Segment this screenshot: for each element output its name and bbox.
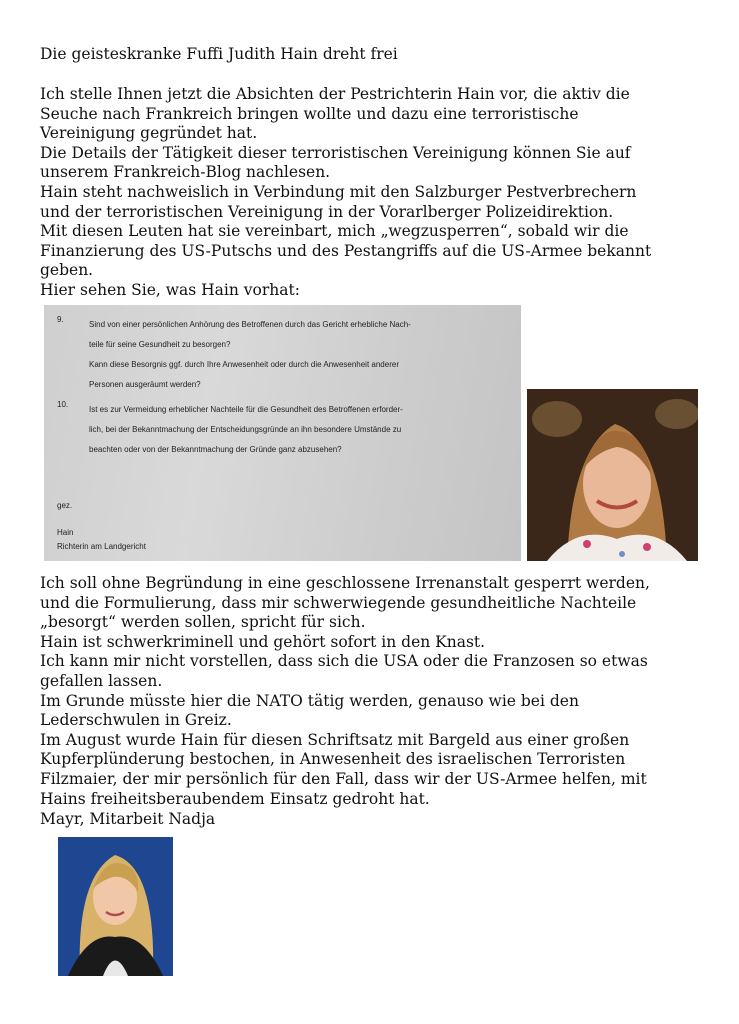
- text-line: Im Grunde müsste hier die NATO tätig werden, genauso wie bei den: [40, 691, 579, 710]
- portrait-illustration: [58, 837, 173, 976]
- text-line: gefallen lassen.: [40, 671, 163, 690]
- text-line: geben.: [40, 261, 94, 280]
- signature: [40, 810, 720, 830]
- question-number: 10.: [57, 400, 69, 409]
- text-line: Mit diesen Leuten hat sie vereinbart, mich „wegzusperren“, sobald wir die: [40, 222, 629, 241]
- scan-line: teile für seine Gesundheit zu besorgen?: [89, 340, 231, 349]
- text-line: Lederschwulen in Greiz.: [40, 711, 232, 730]
- question-number: 9.: [57, 315, 64, 324]
- portrait-illustration: [527, 389, 698, 561]
- scan-line: Sind von einer persönlichen Anhörung des Betroffenen durch das Gericht erhebliche Nach-: [89, 320, 411, 329]
- signature-text: Mayr, Mitarbeit Nadja: [40, 810, 216, 828]
- scan-gez: gez.: [57, 501, 73, 510]
- text-line: Ich stelle Ihnen jetzt die Absichten der Pestrichterin Hain vor, die aktiv die: [40, 85, 630, 103]
- scan-signer-role: Richterin am Landgericht: [57, 542, 146, 551]
- text-line: und die Formulierung, dass mir schwerwiegende gesundheitliche Nachteile: [40, 593, 637, 612]
- text-line: Hain ist schwerkriminell und gehört sofort in den Knast.: [40, 632, 486, 651]
- text-line: Im August wurde Hain für diesen Schriftsatz mit Bargeld aus einer großen: [40, 730, 630, 749]
- text-line: Ich soll ohne Begründung in eine geschlossene Irrenanstalt gesperrt werden,: [40, 574, 650, 592]
- text-line: „besorgt“ werden sollen, spricht für sich.: [40, 613, 366, 632]
- text-line: Hains freiheitsberaubendem Einsatz gedroht hat.: [40, 789, 430, 808]
- document-title: [40, 45, 720, 65]
- text-line: Vereinigung gegründet hat.: [40, 124, 258, 143]
- text-line: Die Details der Tätigkeit dieser terroristischen Vereinigung können Sie auf: [40, 143, 631, 162]
- text-line: und der terroristischen Vereinigung in der Vorarlberger Polizeidirektion.: [40, 202, 614, 221]
- title-text: Die geisteskranke Fuffi Judith Hain dreht frei: [40, 45, 398, 63]
- intro-paragraph: [40, 85, 720, 301]
- scan-line: Ist es zur Vermeidung erheblicher Nachteile für die Gesundheit des Betroffenen erforder-: [89, 405, 403, 414]
- scan-line: lich, bei der Bekanntmachung der Entscheidungsgründe an ihn besondere Umstände zu: [89, 425, 402, 434]
- text-line: unserem Frankreich-Blog nachlesen.: [40, 163, 331, 182]
- text-line: Filzmaier, der mir persönlich für den Fall, dass wir der US-Armee helfen, mit: [40, 769, 647, 788]
- text-line: Hier sehen Sie, was Hain vorhat:: [40, 280, 300, 299]
- text-line: Seuche nach Frankreich bringen wollte und dazu eine terroristische: [40, 104, 579, 123]
- scan-line: Personen ausgeräumt werden?: [89, 380, 201, 389]
- question-text: [89, 400, 509, 460]
- portrait-photo-blonde-woman: [58, 837, 173, 976]
- text-line: Ich kann mir nicht vorstellen, dass sich die USA oder die Franzosen so etwas: [40, 652, 648, 671]
- scan-line: beachten oder von der Bekanntmachung der Gründe ganz abzusehen?: [89, 445, 342, 454]
- portrait-photo-woman: [527, 389, 698, 561]
- body-paragraph: [40, 574, 720, 809]
- scan-signer-name: Hain: [57, 528, 74, 537]
- question-text: [89, 315, 509, 395]
- text-line: Kupferplünderung bestochen, in Anwesenheit des israelischen Terroristen: [40, 750, 626, 769]
- scan-line: Kann diese Besorgnis ggf. durch Ihre Anwesenheit oder durch die Anwesenheit anderer: [89, 360, 399, 369]
- text-line: Hain steht nachweislich in Verbindung mit den Salzburger Pestverbrechern: [40, 182, 637, 201]
- text-line: Finanzierung des US-Putschs und des Pestangriffs auf die US-Armee bekannt: [40, 241, 652, 260]
- scanned-document-image: [44, 305, 521, 561]
